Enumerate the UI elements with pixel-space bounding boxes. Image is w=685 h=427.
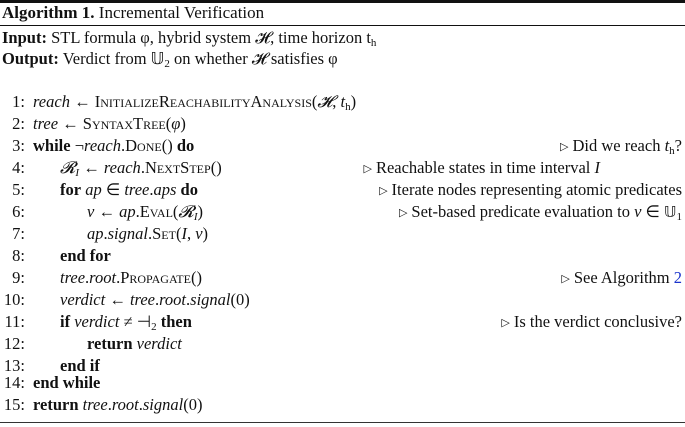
line-code: for ap ∈ tree.aps do xyxy=(60,180,198,199)
kw-end-while: end while xyxy=(33,373,101,392)
assign-arrow: ← xyxy=(109,290,126,309)
line-comment xyxy=(379,179,682,202)
var-ap: ap xyxy=(87,224,104,243)
comment-triangle-icon: ▷ xyxy=(363,163,372,175)
bottom-rule xyxy=(0,422,685,423)
output-line xyxy=(2,48,685,70)
var-ap: ap xyxy=(85,180,102,199)
line-number: 9: xyxy=(12,268,25,287)
kw-end-for: end for xyxy=(60,246,111,265)
var-ap: ap xyxy=(119,202,136,221)
algo-line-14 xyxy=(0,372,685,394)
output-text-2: on whether 𝓗 satisfies φ xyxy=(169,49,338,68)
var-signal: signal xyxy=(190,290,231,309)
algo-line-8 xyxy=(0,245,685,267)
sub-I: I xyxy=(193,211,198,223)
line-number: 15: xyxy=(3,395,25,414)
fn-done: Done xyxy=(125,136,162,155)
algorithm-title: Incremental Verification xyxy=(98,3,265,22)
comment-triangle-icon: ▷ xyxy=(501,317,510,329)
line-number: 12: xyxy=(3,334,25,353)
comment-triangle-icon: ▷ xyxy=(560,141,569,153)
sub-h: h xyxy=(345,101,351,113)
line-comment xyxy=(399,201,682,224)
algo-line-10 xyxy=(0,289,685,311)
line-code: 𝓡$_I$ ← reach.NextStep() xyxy=(60,158,222,179)
line-comment xyxy=(501,311,682,334)
algo-line-3 xyxy=(0,135,685,157)
line-code: tree.root.Propagate() xyxy=(60,268,202,287)
output-label: Output: xyxy=(2,49,59,68)
algorithm-2-link[interactable]: 2 xyxy=(673,268,682,287)
algo-line-1 xyxy=(0,91,685,113)
var-aps: aps xyxy=(153,180,177,199)
comment-text: See Algorithm xyxy=(573,268,674,287)
var-tree: tree xyxy=(124,180,150,199)
algorithm-label: Algorithm 1. xyxy=(2,3,95,22)
line-number: 13: xyxy=(3,356,25,375)
line-number: 1: xyxy=(12,92,25,111)
header-rule xyxy=(0,25,685,26)
kw-then: then xyxy=(160,312,192,331)
sym-I: I xyxy=(594,158,600,177)
sym-phi: φ xyxy=(171,114,181,133)
fn-init: InitializeReachabilityAnalysis xyxy=(94,92,312,111)
line-code: return tree.root.signal(0) xyxy=(33,395,203,414)
var-tree: tree xyxy=(82,395,108,414)
line-number: 5: xyxy=(12,180,25,199)
input-line xyxy=(2,27,685,49)
algo-line-6 xyxy=(0,201,685,223)
line-number: 3: xyxy=(12,136,25,155)
var-verdict: verdict xyxy=(74,312,120,331)
var-tree: tree xyxy=(60,268,86,287)
line-number: 7: xyxy=(12,224,25,243)
var-tree: tree xyxy=(129,290,155,309)
comment-end: ? xyxy=(674,136,682,155)
sym-in: ∈ xyxy=(105,180,121,199)
algo-line-12 xyxy=(0,333,685,355)
sym-unknown: ⊣ xyxy=(136,312,152,331)
line-code: reach ← InitializeReachabilityAnalysis(𝓗, $t_h$) xyxy=(33,92,357,113)
comment-text: Set-based predicate evaluation to xyxy=(411,202,635,221)
sub-1: 1 xyxy=(676,211,682,223)
input-text: STL formula φ, hybrid system 𝓗, time horizon t xyxy=(51,28,371,47)
algo-line-5 xyxy=(0,179,685,201)
algorithm-header xyxy=(2,2,685,24)
line-code: while ¬reach.Done() do xyxy=(33,136,195,155)
kw-end-if: end if xyxy=(60,356,100,375)
var-v: v xyxy=(87,202,95,221)
assign-arrow: ← xyxy=(74,92,91,111)
output-sub: 2 xyxy=(164,58,170,70)
sym-in: ∈ xyxy=(645,202,660,221)
line-number: 11: xyxy=(4,312,25,331)
comment-triangle-icon: ▷ xyxy=(398,207,408,219)
assign-arrow: ← xyxy=(62,114,79,133)
fn-propagate: Propagate xyxy=(120,268,191,287)
sym-t: t xyxy=(664,136,670,155)
var-v: v xyxy=(195,224,203,243)
line-code: tree ← SyntaxTree(φ) xyxy=(33,114,186,133)
comment-text: Is the verdict conclusive? xyxy=(513,312,682,331)
algo-line-2 xyxy=(0,113,685,135)
output-text: Verdict from 𝕌 xyxy=(62,49,165,68)
line-comment xyxy=(363,157,600,180)
line-comment xyxy=(561,267,682,290)
line-number: 10: xyxy=(3,290,25,309)
var-root: root xyxy=(111,395,139,414)
algo-line-7 xyxy=(0,223,685,245)
sym-R: 𝓡 xyxy=(60,158,76,177)
fn-next: NextStep xyxy=(144,158,211,177)
comment-text: Did we reach xyxy=(572,136,665,155)
line-code: v ← ap.Eval(𝓡$_I$) xyxy=(87,202,203,223)
sym-t: t xyxy=(340,92,346,111)
comment-text: Reachable states in time interval xyxy=(375,158,595,177)
var-root: root xyxy=(89,268,117,287)
var-signal: signal xyxy=(142,395,184,414)
line-number: 8: xyxy=(12,246,25,265)
var-reach: reach xyxy=(84,136,121,155)
sym-H: 𝓗 xyxy=(317,92,333,111)
line-code: ap.signal.Set(I, v) xyxy=(87,224,209,243)
sym-I: I xyxy=(181,224,187,243)
kw-while: while xyxy=(33,136,71,155)
kw-for: for xyxy=(60,180,82,199)
fn-eval: Eval xyxy=(139,202,173,221)
kw-do: do xyxy=(176,136,195,155)
algo-line-4 xyxy=(0,157,685,179)
line-number: 6: xyxy=(12,202,25,221)
var-verdict: verdict xyxy=(60,290,106,309)
num-zero: 0 xyxy=(188,395,197,414)
algo-line-15 xyxy=(0,394,685,416)
sub-2: 2 xyxy=(151,321,157,333)
assign-arrow: ← xyxy=(83,158,100,177)
var-tree: tree xyxy=(33,114,59,133)
input-label: Input: xyxy=(2,28,47,47)
sub-h: h xyxy=(669,145,675,157)
line-comment xyxy=(560,135,682,158)
comment-triangle-icon: ▷ xyxy=(561,273,570,285)
assign-arrow: ← xyxy=(98,202,115,221)
line-code: verdict ← tree.root.signal(0) xyxy=(60,290,250,309)
line-code xyxy=(87,333,182,355)
line-number: 4: xyxy=(12,158,25,177)
fn-syntax: SyntaxTree xyxy=(82,114,166,133)
var-reach: reach xyxy=(33,92,70,111)
line-code xyxy=(60,311,192,333)
var-signal: signal xyxy=(107,224,148,243)
var-verdict: verdict xyxy=(136,334,182,353)
sym-U: 𝕌 xyxy=(664,203,677,221)
input-sub: h xyxy=(370,37,377,49)
comment-triangle-icon: ▷ xyxy=(379,185,388,197)
sym-neg: ¬ xyxy=(74,136,85,155)
kw-if: if xyxy=(60,312,71,331)
line-number: 14: xyxy=(3,373,25,392)
algo-line-11 xyxy=(0,311,685,333)
comment-text: Iterate nodes representing atomic predicates xyxy=(391,180,682,199)
kw-return: return xyxy=(87,334,133,353)
var-root: root xyxy=(159,290,187,309)
var-reach: reach xyxy=(103,158,141,177)
fn-set: Set xyxy=(152,224,176,243)
algo-line-9 xyxy=(0,267,685,289)
line-number: 2: xyxy=(12,114,25,133)
sym-R: 𝓡 xyxy=(178,202,194,221)
kw-return: return xyxy=(33,395,79,414)
var-v: v xyxy=(634,202,642,221)
sub-I: I xyxy=(75,167,80,179)
num-zero: 0 xyxy=(236,290,245,309)
sym-neq: ≠ xyxy=(123,312,133,331)
kw-do: do xyxy=(180,180,198,199)
